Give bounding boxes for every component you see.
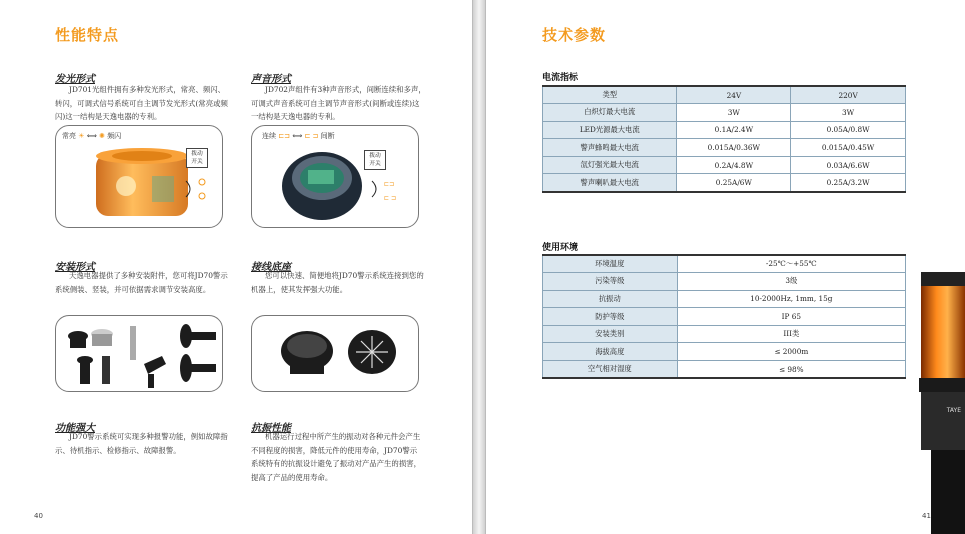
light-form-image: [55, 125, 223, 228]
value-cell: ≤ 2000m: [677, 343, 905, 361]
svg-text:⊏⊐: ⊏⊐: [384, 181, 395, 188]
current-table: [542, 85, 906, 193]
row-label-cell: 警声喇叭最大电流: [543, 174, 677, 192]
table-row: [543, 343, 906, 361]
section-heading-sound: 声音形式: [251, 74, 291, 85]
mounting-accessories-image: [55, 315, 223, 392]
row-label-cell: 抗振动: [543, 290, 678, 308]
section-heading-light: 发光形式: [55, 74, 95, 85]
row-label-cell: 污染等级: [543, 273, 678, 291]
table-row: [543, 139, 906, 157]
value-cell: 0.25A/6W: [677, 174, 791, 192]
table-row: [543, 325, 906, 343]
row-label-cell: 安装类别: [543, 325, 678, 343]
value-cell: 0.25A/3.2W: [791, 174, 906, 192]
value-cell: 3W: [677, 104, 791, 122]
table-row: [543, 273, 906, 291]
table-row: [543, 121, 906, 139]
caption-continuous: 连续 ⊏⊐ ⟺ ⊏ ⊐ 间断: [262, 132, 335, 140]
value-cell: 10-2000Hz, 1mm, 15g: [677, 290, 905, 308]
value-cell: 0.1A/2.4W: [677, 121, 791, 139]
section-heading-vibration: 抗振性能: [251, 423, 291, 434]
value-cell: IP 65: [677, 308, 905, 326]
left-page: [0, 0, 473, 534]
table-row: [543, 174, 906, 192]
page-number-left: 40: [34, 512, 43, 520]
page-title: 性能特点: [55, 26, 120, 44]
value-cell: 0.05A/0.8W: [791, 121, 906, 139]
section-heading-mounting: 安装形式: [55, 262, 95, 273]
table-row: [543, 361, 906, 379]
section-body-function: JD70警示系统可实现多种报警功能，例如故障指示、待机指示、检修指示、故障报警。: [55, 432, 228, 455]
row-label-cell: 白炽灯最大电流: [543, 104, 677, 122]
signal-tower-photo: [903, 272, 965, 534]
value-cell: 0.015A/0.45W: [791, 139, 906, 157]
right-page: [485, 0, 965, 534]
section-body-mounting: 天逸电器提供了多种安装附件，您可将JD70警示系统侧装、竖装，并可依据需求调节安装高度。: [55, 271, 228, 294]
current-table-title: 电流指标: [542, 73, 579, 83]
row-label-cell: 氙灯强光最大电流: [543, 156, 677, 174]
value-cell: 3W: [791, 104, 906, 122]
mounting-accessories-illustration: [56, 316, 223, 392]
switch-callout-light: 拨动 开关: [186, 148, 208, 168]
value-cell: -25℃～+55℃: [677, 255, 905, 273]
value-cell: 3级: [677, 273, 905, 291]
row-label-cell: 警声蜂鸣最大电流: [543, 139, 677, 157]
table-row: [543, 156, 906, 174]
tower-brand-label: TAYE: [946, 407, 961, 414]
table-row: [543, 308, 906, 326]
table-row: [543, 104, 906, 122]
value-cell: III类: [677, 325, 905, 343]
row-label-cell: 防护等级: [543, 308, 678, 326]
section-heading-wiring: 接线底座: [251, 262, 291, 273]
row-label-cell: LED光源最大电流: [543, 121, 677, 139]
table-row: [543, 255, 906, 273]
book-gutter: [473, 0, 485, 534]
section-body-vibration: 机器运行过程中所产生的振动对各种元件会产生不同程度的损害，降低元件的使用寿命，JD70警示系统特有的抗振设计避免了振动对产品产生的损害，提高了产品的使用寿命。: [251, 432, 421, 482]
value-cell: ≤ 98%: [677, 361, 905, 379]
table-header-cell: 220V: [791, 86, 906, 104]
light-module-illustration: [56, 126, 223, 228]
section-body-sound: JD702声组件有3种声音形式，间断连续和多声，可调式声音系统可自主调节声音形式(间断或连续)这一结构是天逸电器的专利。: [251, 85, 426, 121]
table-row: [543, 290, 906, 308]
section-body-light: JD701光组件拥有多种发光形式，常亮、频闪、转闪，可调式信号系统可自主调节发光形式(常亮或频闪)这一结构是天逸电器的专利。: [55, 85, 228, 121]
value-cell: 0.03A/6.6W: [791, 156, 906, 174]
wiring-base-image: [251, 315, 419, 392]
table-header-row: [543, 86, 906, 104]
sound-module-illustration: [252, 126, 419, 228]
row-label-cell: 环境温度: [543, 255, 678, 273]
env-table: [542, 254, 906, 379]
sound-form-image: [251, 125, 419, 228]
row-label-cell: 空气相对湿度: [543, 361, 678, 379]
page-number-right: 41: [922, 512, 931, 520]
svg-text:⊏ ⊐: ⊏ ⊐: [384, 195, 397, 202]
section-heading-function: 功能强大: [55, 423, 95, 434]
table-header-cell: 类型: [543, 86, 677, 104]
row-label-cell: 海拔高度: [543, 343, 678, 361]
wiring-base-illustration: [252, 316, 419, 392]
switch-callout-sound: 拨动 开关: [364, 150, 386, 170]
caption-steady: 常亮 ☀ ⟺ ✺ 频闪: [62, 132, 122, 140]
value-cell: 0.2A/4.8W: [677, 156, 791, 174]
env-table-title: 使用环境: [542, 243, 579, 253]
value-cell: 0.015A/0.36W: [677, 139, 791, 157]
page-title-right: 技术参数: [542, 26, 607, 44]
section-body-wiring: 您可以快速、简便地将JD70警示系统连接到您的机器上，使其发挥强大功能。: [251, 271, 424, 294]
table-header-cell: 24V: [677, 86, 791, 104]
